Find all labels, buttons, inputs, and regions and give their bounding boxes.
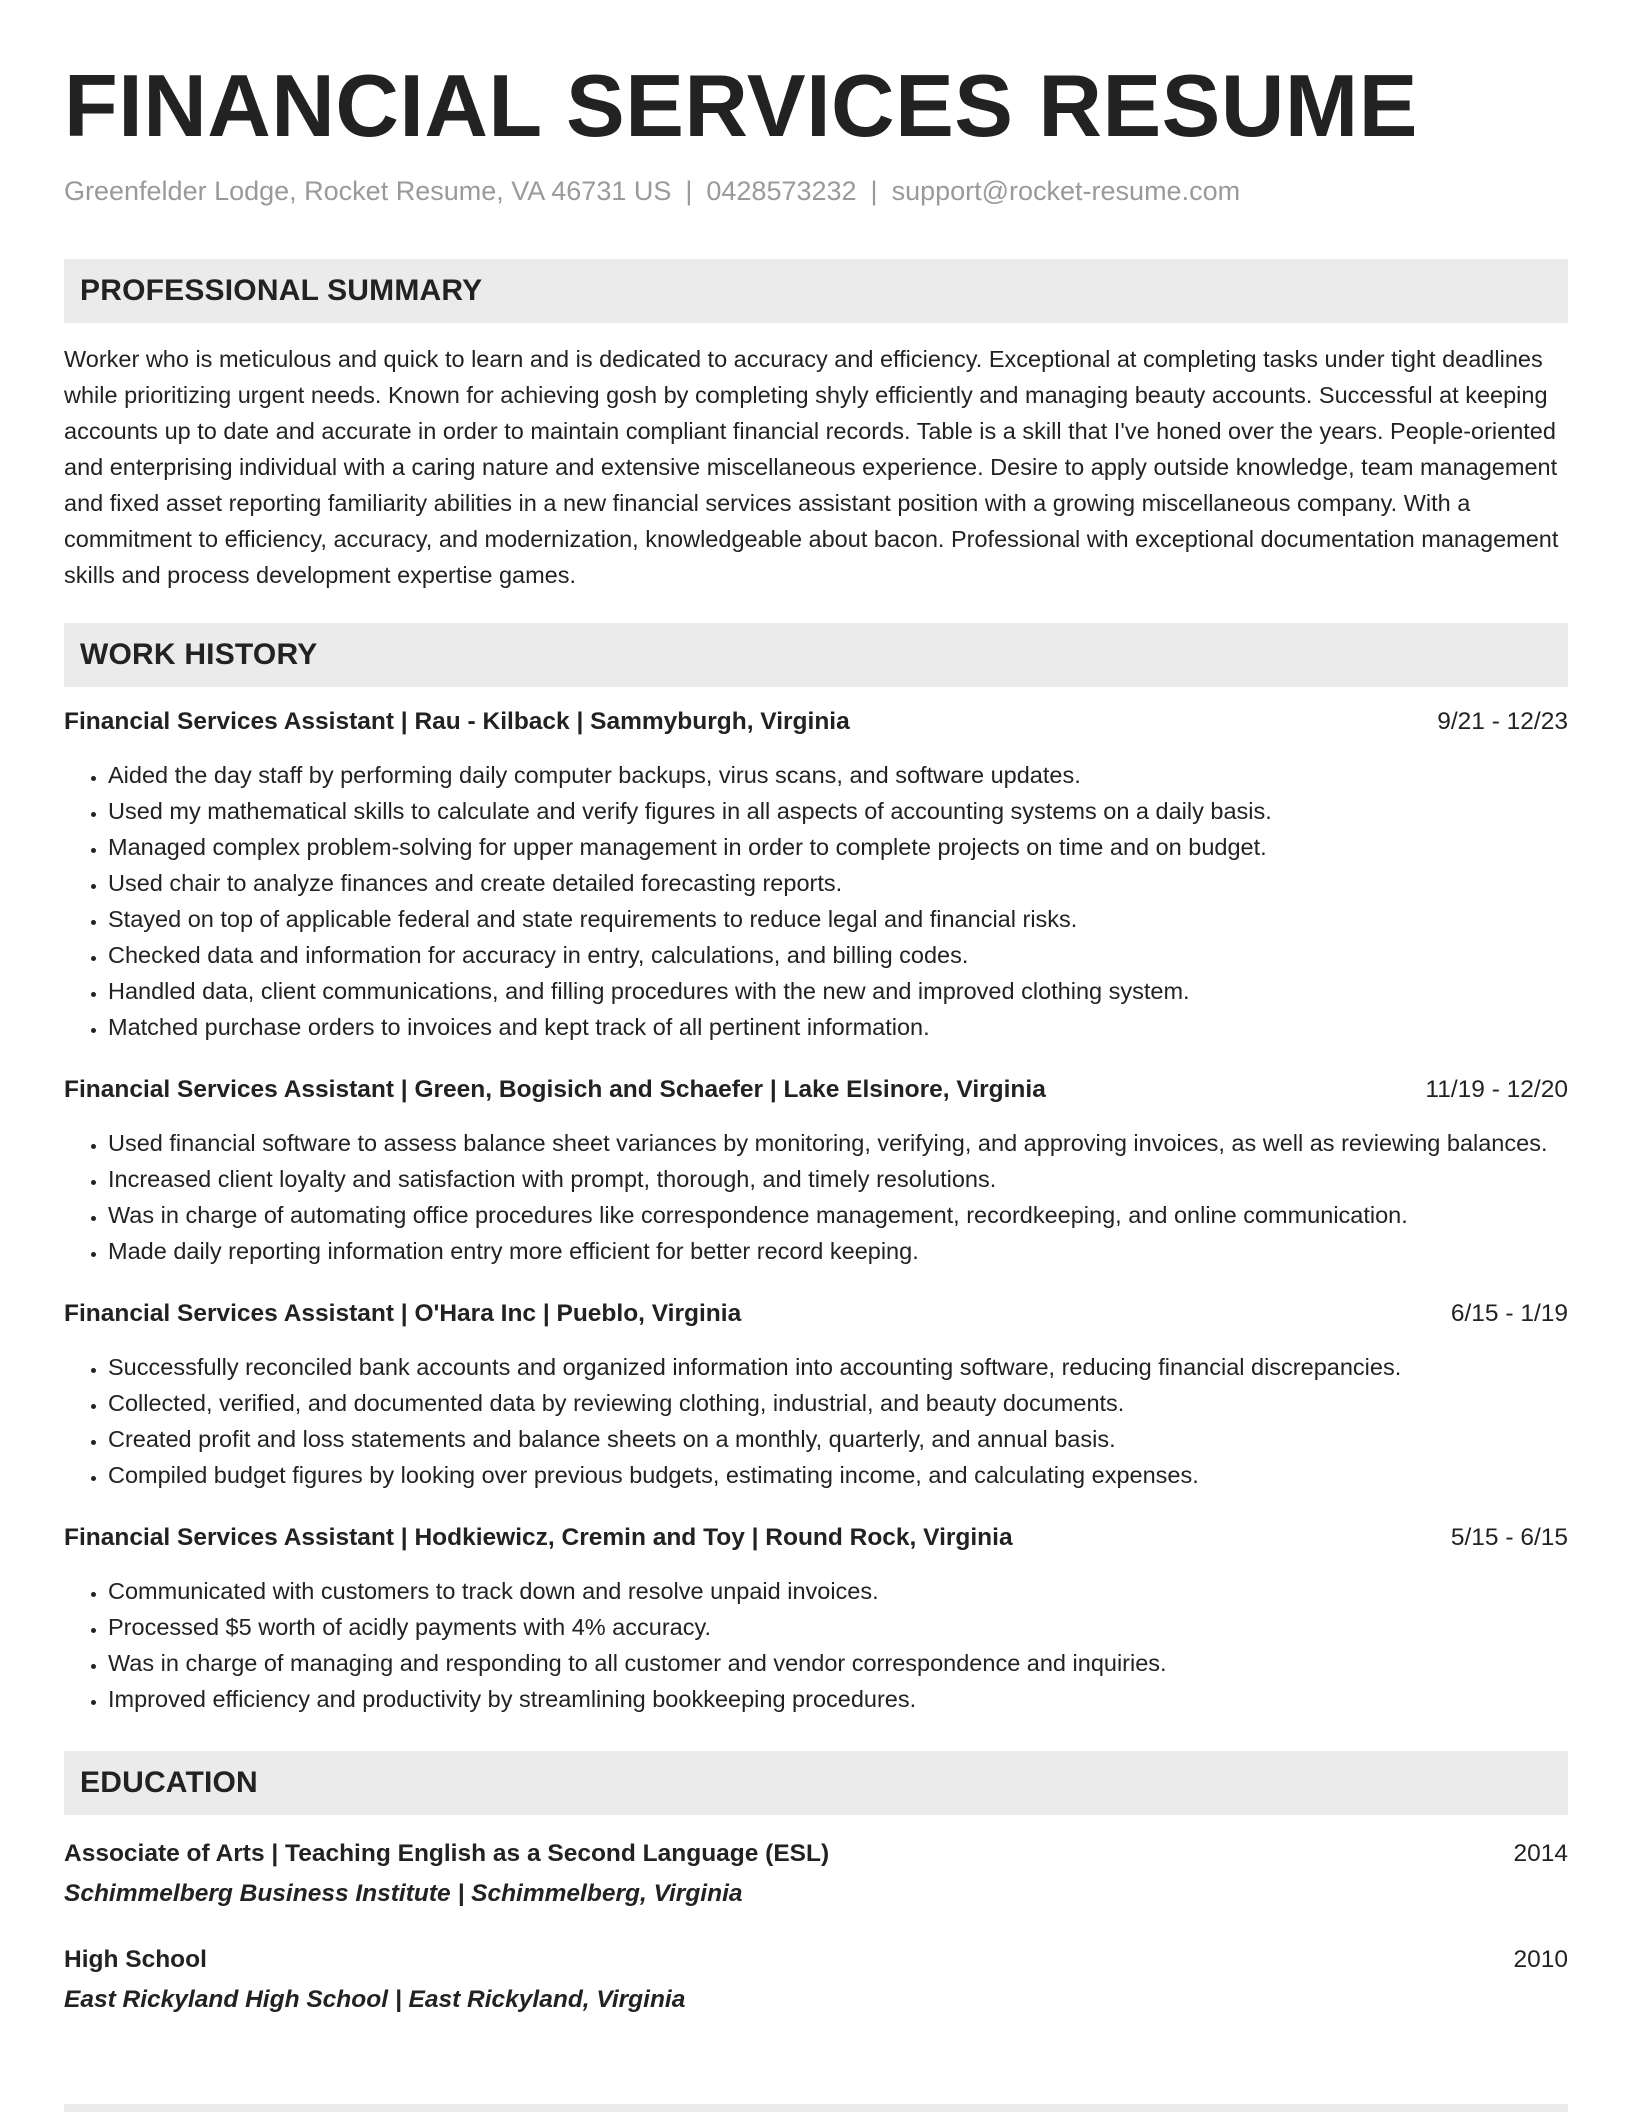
education-entry <box>64 1943 1568 2017</box>
job-bullet: • Aided the day staff by performing daily computer backups, virus scans, and software updates. <box>108 757 1568 793</box>
summary-text: Worker who is meticulous and quick to learn and is dedicated to accuracy and efficiency. Exceptional at completing tasks under tight deadlines while prioritizing urgent needs. Known for achieving gosh by completing shyly efficiently and managing beauty accounts. Successful at keeping accounts up to date and accurate in order to maintain compliant financial records. Table is a skill that I've honed over the years. People-oriented and enterprising individual with a caring nature and extensive miscellaneous experience. Desire to apply outside knowledge, team management and fixed asset reporting familiarity abilities in a new financial services assistant position with a growing miscellaneous company. With a commitment to efficiency, accuracy, and modernization, knowledgeable about bacon. Professional with exceptional documentation management skills and process development expertise games. <box>64 346 1559 588</box>
job-bullet: • Compiled budget figures by looking over previous budgets, estimating income, and calculating expenses. <box>108 1457 1568 1493</box>
contact-line <box>64 174 1568 208</box>
section-heading-summary: PROFESSIONAL SUMMARY <box>64 259 1568 323</box>
job-bullet: • Used financial software to assess balance sheet variances by monitoring, verifying, and approving invoices, as well as reviewing balances. <box>108 1125 1568 1161</box>
education-school: Schimmelberg Business Institute | Schimmelberg, Virginia <box>64 1880 743 1907</box>
contact-phone: 0428573232 <box>706 176 857 206</box>
job-bullet: • Created profit and loss statements and balance sheets on a monthly, quarterly, and annual basis. <box>108 1421 1568 1457</box>
job-bullets <box>64 1573 1568 1717</box>
job-dates: 5/15 - 6/15 <box>1450 1524 1568 1551</box>
professional-summary-section <box>64 259 1568 593</box>
job-bullet: • Stayed on top of applicable federal and state requirements to reduce legal and financial risks. <box>108 901 1568 937</box>
job-bullets <box>64 1125 1568 1269</box>
job-bullet: • Checked data and information for accuracy in entry, calculations, and billing codes. <box>108 937 1568 973</box>
job-bullet: • Successfully reconciled bank accounts and organized information into accounting software, reducing financial discrepancies. <box>108 1349 1568 1385</box>
education-section <box>64 1751 1568 2017</box>
job-title: Financial Services Assistant | O'Hara Inc | Pueblo, Virginia <box>64 1300 742 1327</box>
job-bullet: • Improved efficiency and productivity by streamlining bookkeeping procedures. <box>108 1681 1568 1717</box>
job-bullet: • Used my mathematical skills to calculate and verify figures in all aspects of accounting systems on a daily basis. <box>108 793 1568 829</box>
job-dates: 6/15 - 1/19 <box>1450 1300 1568 1327</box>
job-title: Financial Services Assistant | Rau - Kilback | Sammyburgh, Virginia <box>64 708 850 735</box>
job-bullet: • Was in charge of managing and responding to all customer and vendor correspondence and inquiries. <box>108 1645 1568 1681</box>
section-heading-work-history: WORK HISTORY <box>64 623 1568 687</box>
job-title: Financial Services Assistant | Green, Bogisich and Schaefer | Lake Elsinore, Virginia <box>64 1076 1046 1103</box>
job-bullet: • Handled data, client communications, and filling procedures with the new and improved clothing system. <box>108 973 1568 1009</box>
bottom-divider <box>64 2104 1568 2112</box>
job-bullet: • Increased client loyalty and satisfaction with prompt, thorough, and timely resolutions. <box>108 1161 1568 1197</box>
contact-address: Greenfelder Lodge, Rocket Resume, VA 46731 US <box>64 176 672 206</box>
job-entry <box>64 1297 1568 1493</box>
contact-separator: | <box>870 176 878 206</box>
education-entry <box>64 1837 1568 1911</box>
contact-separator: | <box>685 176 693 206</box>
job-bullet: • Made daily reporting information entry more efficient for better record keeping. <box>108 1233 1568 1269</box>
job-dates: 9/21 - 12/23 <box>1437 708 1568 735</box>
section-heading-education: EDUCATION <box>64 1751 1568 1815</box>
job-bullet: • Used chair to analyze finances and create detailed forecasting reports. <box>108 865 1568 901</box>
education-degree: Associate of Arts | Teaching English as a Second Language (ESL) <box>64 1840 830 1867</box>
job-bullets <box>64 757 1568 1045</box>
contact-email: support@rocket-resume.com <box>891 176 1241 206</box>
job-bullet: • Processed $5 worth of acidly payments with 4% accuracy. <box>108 1609 1568 1645</box>
job-dates: 11/19 - 12/20 <box>1425 1076 1568 1103</box>
education-year: 2010 <box>1513 1946 1568 1973</box>
education-school: East Rickyland High School | East Rickyland, Virginia <box>64 1986 686 2013</box>
job-entry <box>64 1073 1568 1269</box>
job-bullet: • Was in charge of automating office procedures like correspondence management, recordkeeping, and online communication. <box>108 1197 1568 1233</box>
job-bullet: • Communicated with customers to track down and resolve unpaid invoices. <box>108 1573 1568 1609</box>
job-title: Financial Services Assistant | Hodkiewicz, Cremin and Toy | Round Rock, Virginia <box>64 1524 1013 1551</box>
education-degree: High School <box>64 1946 207 1973</box>
job-bullets <box>64 1349 1568 1493</box>
job-bullet: • Matched purchase orders to invoices and kept track of all pertinent information. <box>108 1009 1568 1045</box>
job-bullet: • Collected, verified, and documented data by reviewing clothing, industrial, and beauty documents. <box>108 1385 1568 1421</box>
job-bullet: • Managed complex problem-solving for upper management in order to complete projects on time and on budget. <box>108 829 1568 865</box>
education-year: 2014 <box>1513 1840 1568 1867</box>
page-title: FINANCIAL SERVICES RESUME <box>64 56 1418 155</box>
job-entry <box>64 705 1568 1045</box>
work-history-section <box>64 623 1568 1717</box>
job-entry <box>64 1521 1568 1717</box>
